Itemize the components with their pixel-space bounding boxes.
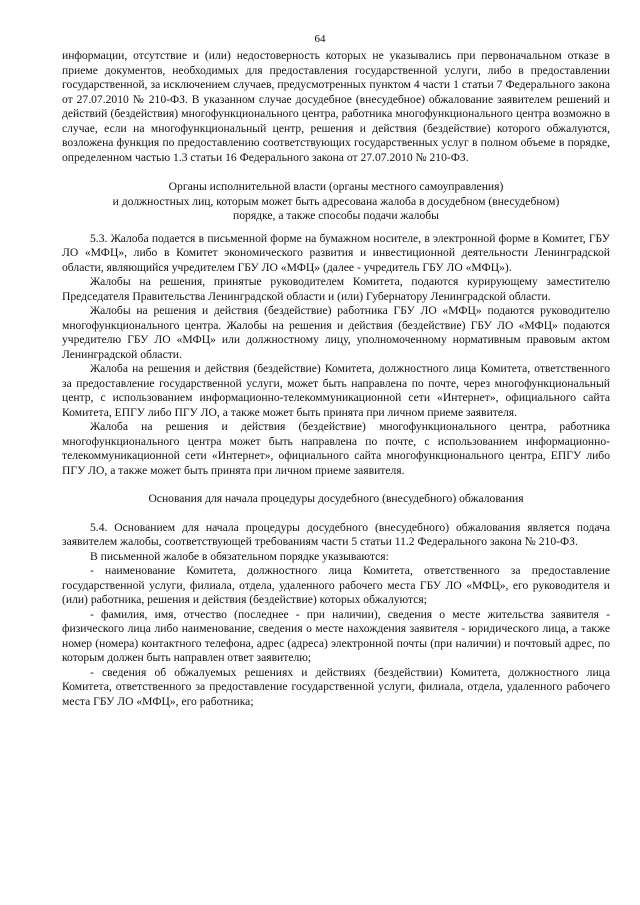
heading-line: Основания для начала процедуры досудебного (внесудебного) обжалования: [148, 492, 524, 505]
section-heading-grounds: [62, 492, 610, 507]
paragraph: 5.3. Жалоба подается в письменной форме на бумажном носителе, в электронной форме в Комитет, ГБУ ЛО «МФЦ», либо в Комитет экономического развития и инвестиционной деятельности Ленинградской области, являющийся учредителем ГБУ ЛО «МФЦ» (далее - учредитель ГБУ ЛО «МФЦ»).: [62, 231, 610, 274]
heading-line: Органы исполнительной власти (органы местного самоуправления): [168, 180, 504, 193]
paragraph: Жалобы на решения и действия (бездействие) работника ГБУ ЛО «МФЦ» подаются руководителю многофункционального центра. Жалобы на решения и действия (бездействие) ГБУ ЛО «МФЦ» подаются учредителю ГБУ ЛО «МФЦ» или должностному лицу, уполномоченному нормативным правовым актом Ленинградской области.: [62, 304, 610, 361]
section-5-3: [62, 232, 610, 479]
paragraph: Жалоба на решения и действия (бездействие) Комитета, должностного лица Комитета, ответственного за предоставление государственной услуги, может быть направлена по почте, через многофункциональный центр, с использованием информационно-телекоммуникационной сети «Интернет», официального сайта Комитета, ЕПГУ либо ПГУ ЛО, а также может быть принята при личном приеме заявителя.: [62, 362, 610, 419]
document-body: [62, 49, 610, 709]
paragraph: В письменной жалобе в обязательном порядке указываются:: [90, 549, 389, 563]
section-5-4: [62, 521, 610, 710]
heading-line: порядке, а также способы подачи жалобы: [233, 209, 439, 222]
list-item: - наименование Комитета, должностного лица Комитета, ответственного за предоставление государственной услуги, филиала, отдела, удаленного рабочего места ГБУ ЛО «МФЦ», его руководителя и (или) работника, решения и действия (бездействие) которых обжалуются;: [62, 564, 610, 606]
heading-line: и должностных лиц, которым может быть адресована жалоба в досудебном (внесудебном): [112, 194, 560, 208]
section-heading-complaint-bodies: [62, 180, 610, 224]
page-number: 64: [314, 33, 326, 45]
intro-paragraph: информации, отсутствие и (или) недостоверность которых не указывались при первоначальном отказе в приеме документов, необходимых для предоставления государственной услуги, либо в предоставлении государственной, за исключением случаев, предусмотренных пунктом 4 части 1 статьи 7 Федерального закона от 27.07.2010 № 210-ФЗ. В указанном случае досудебное (внесудебное) обжалование заявителем решений и действий (бездействия) многофункционального центра, работника многофункционального центра возможно в случае, если на многофункциональный центр, решения и действия (бездействие) которого обжалуются, возложена функция по предоставлению соответствующих государственных услуг в полном объеме в порядке, определенном частью 1.3 статьи 16 Федерального закона от 27.07.2010 № 210-ФЗ.: [62, 49, 610, 164]
paragraph: Жалоба на решения и действия (бездействие) многофункционального центра, работника многофункционального центра может быть направлена по почте, с использованием информационно-телекоммуникационной сети «Интернет», официального сайта многофункционального центра, ЕПГУ либо ПГУ ЛО, а также может быть принята при личном приеме заявителя.: [62, 420, 610, 477]
list-item: - сведения об обжалуемых решениях и действиях (бездействии) Комитета, должностного лица Комитета, ответственного за предоставление государственной услуги, филиала, отдела, удаленного рабочего места ГБУ ЛО «МФЦ», его работника;: [62, 665, 610, 708]
paragraph: Жалобы на решения, принятые руководителем Комитета, подаются курирующему заместителю Председателя Правительства Ленинградской области и (или) Губернатору Ленинградской области.: [62, 275, 610, 303]
list-item: - фамилия, имя, отчество (последнее - при наличии), сведения о месте жительства заявителя - физического лица либо наименование, сведения о месте нахождения заявителя - юридического лица, а также номер (номера) контактного телефона, адрес (адреса) электронной почты (при наличии) и почтовый адрес, по которым должен быть направлен ответ заявителю;: [62, 607, 610, 664]
paragraph: 5.4. Основанием для начала процедуры досудебного (внесудебного) обжалования является подача заявителем жалобы, соответствующей требованиям части 5 статьи 11.2 Федерального закона № 210-ФЗ.: [62, 520, 610, 548]
